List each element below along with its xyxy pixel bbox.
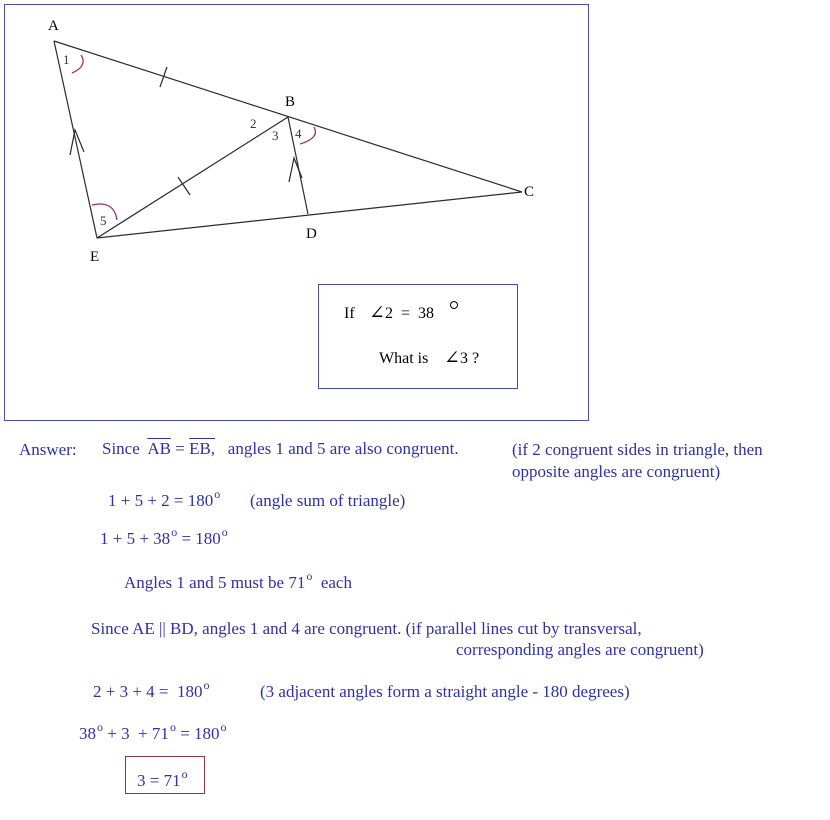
figure-frame — [5, 5, 589, 421]
angle-4-label: 4 — [295, 126, 302, 141]
equation-1-expr: 1 + 5 + 2 = 180 — [108, 491, 214, 510]
since-line-1 — [102, 440, 459, 457]
arc-angle-1 — [72, 55, 83, 73]
since-conclusion: angles 1 and 5 are also congruent. — [227, 439, 459, 458]
degree-icon: o — [214, 487, 221, 501]
parallel-arrow-ae — [70, 130, 84, 155]
equation-4 — [79, 720, 227, 743]
question-ask: 3 ? — [460, 350, 480, 367]
question-if: If — [344, 305, 355, 322]
question-box — [319, 285, 518, 389]
since-word: Since — [102, 439, 140, 458]
degree-icon: o — [97, 720, 103, 734]
question-given: 2 = 38 — [385, 305, 435, 322]
equation-2-left: 1 + 5 + 38 — [100, 529, 171, 548]
final-answer — [137, 767, 188, 791]
point-a-label: A — [48, 18, 59, 34]
degree-icon: o — [220, 720, 227, 734]
degree-icon: o — [203, 678, 210, 692]
angle-2-label: 2 — [250, 116, 257, 131]
equation-4-b: + 3 + 71 — [103, 724, 169, 743]
equation-2 — [100, 525, 228, 548]
equation-3-expr: 2 + 3 + 4 = 180 — [93, 682, 203, 701]
point-b-label: B — [285, 94, 296, 110]
result-1-each: each — [320, 573, 352, 592]
degree-icon: o — [169, 720, 176, 734]
angle-symbol-icon: ∠ — [444, 348, 460, 369]
question-what: What is — [379, 350, 429, 367]
degree-icon: o — [181, 767, 188, 781]
equation-3 — [93, 678, 210, 701]
final-answer-text: 3 = 71 — [137, 771, 181, 790]
answer-label: Answer: — [19, 440, 77, 459]
equation-4-c: = 180 — [175, 724, 220, 743]
degree-icon: o — [306, 569, 313, 583]
equation-4-a: 38 — [79, 724, 96, 743]
final-answer-box — [125, 756, 205, 794]
segment-ab-overlined: $\overline{AB}$ — [147, 439, 171, 458]
equals-sign: = — [170, 439, 190, 458]
degree-icon: o — [221, 525, 228, 539]
equation-1 — [108, 487, 221, 510]
since-line-2: Since AE || BD, angles 1 and 4 are congruent. (if parallel lines cut by transversal, — [91, 619, 642, 638]
reason-2-line-b: corresponding angles are congruent) — [456, 640, 704, 659]
point-e-label: E — [90, 249, 100, 265]
result-1 — [124, 569, 352, 592]
angle-symbol-icon: ∠ — [369, 303, 385, 324]
equation-1-reason: (angle sum of triangle) — [250, 491, 406, 510]
result-1-text: Angles 1 and 5 must be 71 — [124, 573, 306, 592]
segment-ac — [54, 41, 522, 192]
equation-2-right: = 180 — [177, 529, 221, 548]
segment-eb-overlined: EB, — [189, 439, 216, 458]
angle-1-label: 1 — [63, 52, 70, 67]
angle-3-label: 3 — [272, 128, 279, 143]
degree-icon: o — [171, 525, 178, 539]
arc-angle-4 — [300, 127, 315, 144]
point-d-label: D — [306, 226, 317, 242]
reason-1-line-a: (if 2 congruent sides in triangle, then — [512, 440, 763, 459]
point-c-label: C — [524, 184, 535, 200]
angle-5-label: 5 — [100, 213, 107, 228]
reason-1-line-b: opposite angles are congruent) — [512, 462, 721, 481]
equation-3-reason: (3 adjacent angles form a straight angle - 180 degrees) — [260, 682, 630, 701]
degree-icon — [451, 302, 458, 309]
